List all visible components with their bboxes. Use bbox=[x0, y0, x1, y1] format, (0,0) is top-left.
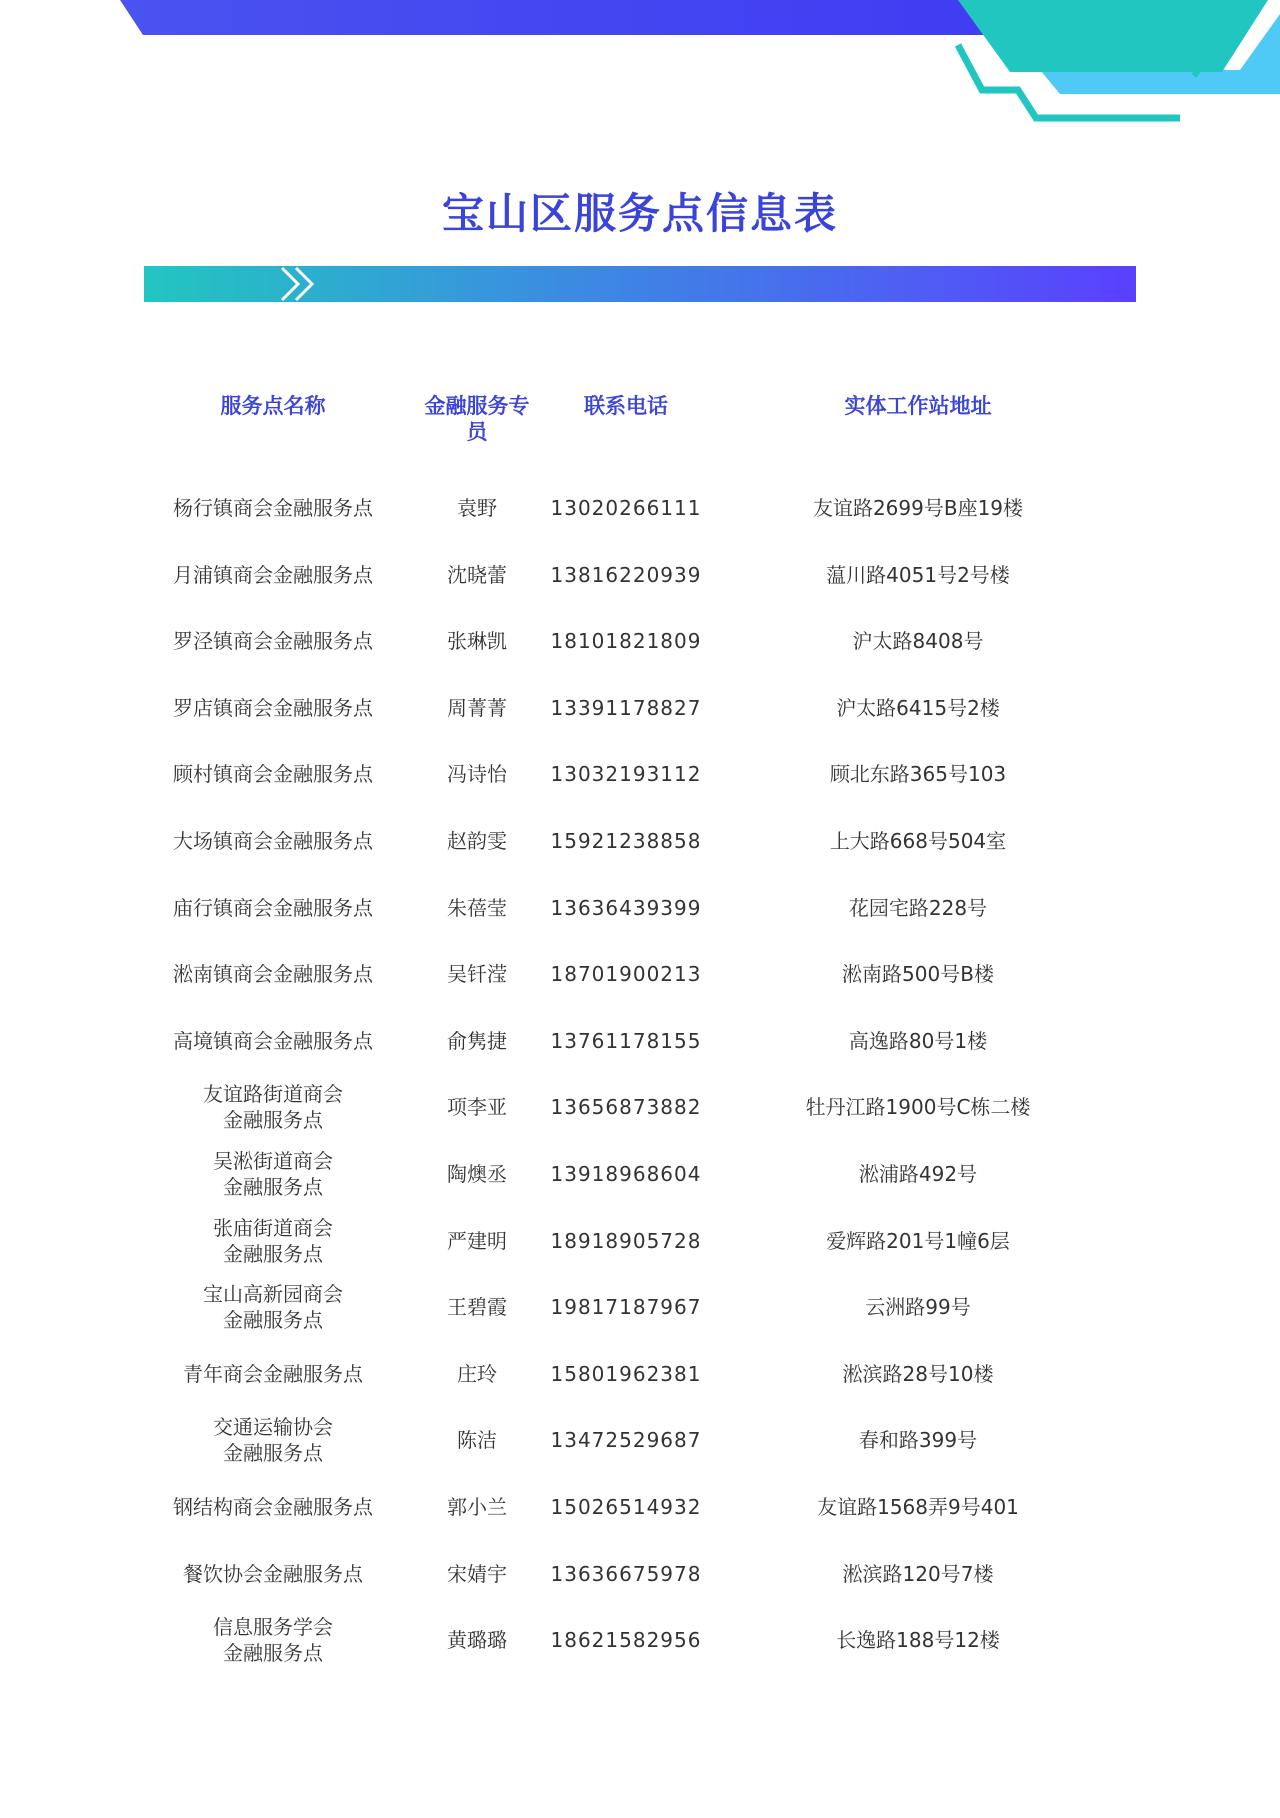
service-point-name-line1: 信息服务学会 bbox=[213, 1615, 333, 1640]
service-point-name-line1: 张庙街道商会 bbox=[213, 1215, 333, 1240]
service-point-name bbox=[148, 1081, 398, 1133]
contact-phone: 13391178827 bbox=[550, 695, 702, 720]
contact-phone: 18621582956 bbox=[550, 1628, 702, 1653]
contact-phone: 15801962381 bbox=[550, 1361, 702, 1386]
service-point-name-line1: 吴淞街道商会 bbox=[213, 1149, 333, 1173]
service-point-name: 青年商会金融服务点 bbox=[183, 1361, 363, 1386]
contact-phone: 13020266111 bbox=[550, 496, 702, 520]
finance-specialist: 陶燠丞 bbox=[447, 1162, 507, 1186]
service-point-name: 月浦镇商会金融服务点 bbox=[173, 562, 373, 587]
page-title: 宝山区服务点信息表 bbox=[441, 189, 838, 238]
finance-specialist: 王碧霞 bbox=[447, 1295, 507, 1320]
finance-specialist: 宋婧宇 bbox=[447, 1561, 507, 1586]
workstation-address: 长逸路188号12楼 bbox=[836, 1628, 1000, 1653]
workstation-address: 友谊路1568弄9号401 bbox=[817, 1495, 1019, 1519]
workstation-address: 爱辉路201号1幢6层 bbox=[826, 1228, 1010, 1253]
workstation-address: 淞南路500号B楼 bbox=[842, 962, 994, 987]
service-point-name-line2: 金融服务点 bbox=[223, 1641, 323, 1666]
finance-specialist: 袁野 bbox=[457, 496, 497, 520]
finance-specialist: 俞隽捷 bbox=[447, 1028, 507, 1053]
service-point-name-line2: 金融服务点 bbox=[223, 1441, 323, 1466]
contact-phone: 13636675978 bbox=[550, 1561, 702, 1586]
workstation-address: 友谊路2699号B座19楼 bbox=[812, 496, 1024, 520]
contact-phone: 13918968604 bbox=[550, 1162, 702, 1186]
finance-specialist: 黄璐璐 bbox=[447, 1628, 507, 1653]
service-point-name bbox=[148, 1414, 398, 1466]
finance-specialist: 陈洁 bbox=[457, 1428, 497, 1453]
contact-phone: 13656873882 bbox=[550, 1095, 702, 1120]
workstation-address: 淞浦路492号 bbox=[858, 1162, 978, 1186]
header-decoration bbox=[0, 0, 1280, 130]
service-point-name bbox=[148, 1281, 398, 1333]
contact-phone: 13032193112 bbox=[550, 762, 702, 787]
workstation-address: 牡丹江路1900号C栋二楼 bbox=[805, 1095, 1031, 1120]
contact-phone: 13761178155 bbox=[550, 1028, 702, 1053]
service-point-name: 庙行镇商会金融服务点 bbox=[173, 895, 373, 920]
workstation-address: 云洲路99号 bbox=[865, 1295, 971, 1320]
service-point-name-line2: 金融服务点 bbox=[223, 1108, 323, 1133]
workstation-address: 沪太路6415号2楼 bbox=[836, 695, 1000, 720]
contact-phone: 13816220939 bbox=[550, 562, 702, 587]
service-point-name: 餐饮协会金融服务点 bbox=[183, 1561, 363, 1586]
double-chevron-icon bbox=[274, 266, 344, 302]
finance-specialist: 冯诗怡 bbox=[447, 762, 507, 787]
service-point-name: 罗泾镇商会金融服务点 bbox=[173, 629, 373, 654]
contact-phone: 18701900213 bbox=[550, 962, 702, 987]
workstation-address: 沪太路8408号 bbox=[852, 629, 984, 654]
service-point-name-line2: 金融服务点 bbox=[223, 1241, 323, 1266]
workstation-address: 春和路399号 bbox=[858, 1428, 978, 1453]
contact-phone: 13636439399 bbox=[550, 895, 702, 920]
workstation-address: 淞滨路120号7楼 bbox=[842, 1561, 994, 1586]
service-point-name: 淞南镇商会金融服务点 bbox=[173, 962, 373, 987]
finance-specialist: 赵韵雯 bbox=[447, 829, 507, 853]
service-point-name-line2: 金融服务点 bbox=[223, 1175, 323, 1199]
service-point-name: 钢结构商会金融服务点 bbox=[173, 1495, 373, 1519]
column-header-name: 服务点名称 bbox=[220, 394, 326, 418]
finance-specialist: 朱蓓莹 bbox=[447, 895, 507, 920]
finance-specialist: 庄玲 bbox=[457, 1361, 497, 1386]
contact-phone: 15026514932 bbox=[550, 1495, 702, 1519]
service-point-name bbox=[148, 1215, 398, 1267]
workstation-address: 高逸路80号1楼 bbox=[848, 1028, 988, 1053]
contact-phone: 15921238858 bbox=[550, 829, 702, 853]
contact-phone: 19817187967 bbox=[550, 1295, 702, 1320]
workstation-address: 花园宅路228号 bbox=[848, 895, 988, 920]
service-point-name bbox=[148, 1614, 398, 1666]
finance-specialist: 张琳凯 bbox=[447, 629, 507, 654]
service-point-name bbox=[148, 1148, 398, 1200]
column-header-phone: 联系电话 bbox=[584, 394, 668, 418]
finance-specialist: 周菁菁 bbox=[447, 695, 507, 720]
workstation-address: 上大路668号504室 bbox=[829, 829, 1007, 853]
service-point-name: 高境镇商会金融服务点 bbox=[173, 1028, 373, 1053]
finance-specialist: 吴钎滢 bbox=[447, 962, 507, 987]
service-point-name: 杨行镇商会金融服务点 bbox=[173, 496, 373, 520]
finance-specialist: 沈晓蕾 bbox=[447, 562, 507, 587]
service-point-name: 罗店镇商会金融服务点 bbox=[173, 695, 373, 720]
contact-phone: 18101821809 bbox=[550, 629, 702, 654]
title-underline-bar bbox=[144, 266, 1136, 302]
contact-phone: 18918905728 bbox=[550, 1228, 702, 1253]
column-header-address: 实体工作站地址 bbox=[844, 394, 992, 418]
service-point-name-line2: 金融服务点 bbox=[223, 1308, 323, 1333]
finance-specialist: 郭小兰 bbox=[447, 1495, 507, 1519]
service-point-name-line1: 交通运输协会 bbox=[213, 1415, 333, 1440]
finance-specialist: 项李亚 bbox=[447, 1095, 507, 1120]
finance-specialist: 严建明 bbox=[447, 1228, 507, 1253]
service-point-name: 大场镇商会金融服务点 bbox=[173, 829, 373, 853]
service-point-name-line1: 友谊路街道商会 bbox=[203, 1082, 343, 1107]
column-header-specialist: 金融服务专员 bbox=[424, 394, 530, 444]
workstation-address: 淞滨路28号10楼 bbox=[842, 1361, 994, 1386]
service-point-name-line1: 宝山高新园商会 bbox=[203, 1282, 343, 1307]
workstation-address: 顾北东路365号103 bbox=[829, 762, 1007, 787]
contact-phone: 13472529687 bbox=[550, 1428, 702, 1453]
service-point-name: 顾村镇商会金融服务点 bbox=[173, 762, 373, 787]
workstation-address: 蕰川路4051号2号楼 bbox=[826, 562, 1010, 587]
